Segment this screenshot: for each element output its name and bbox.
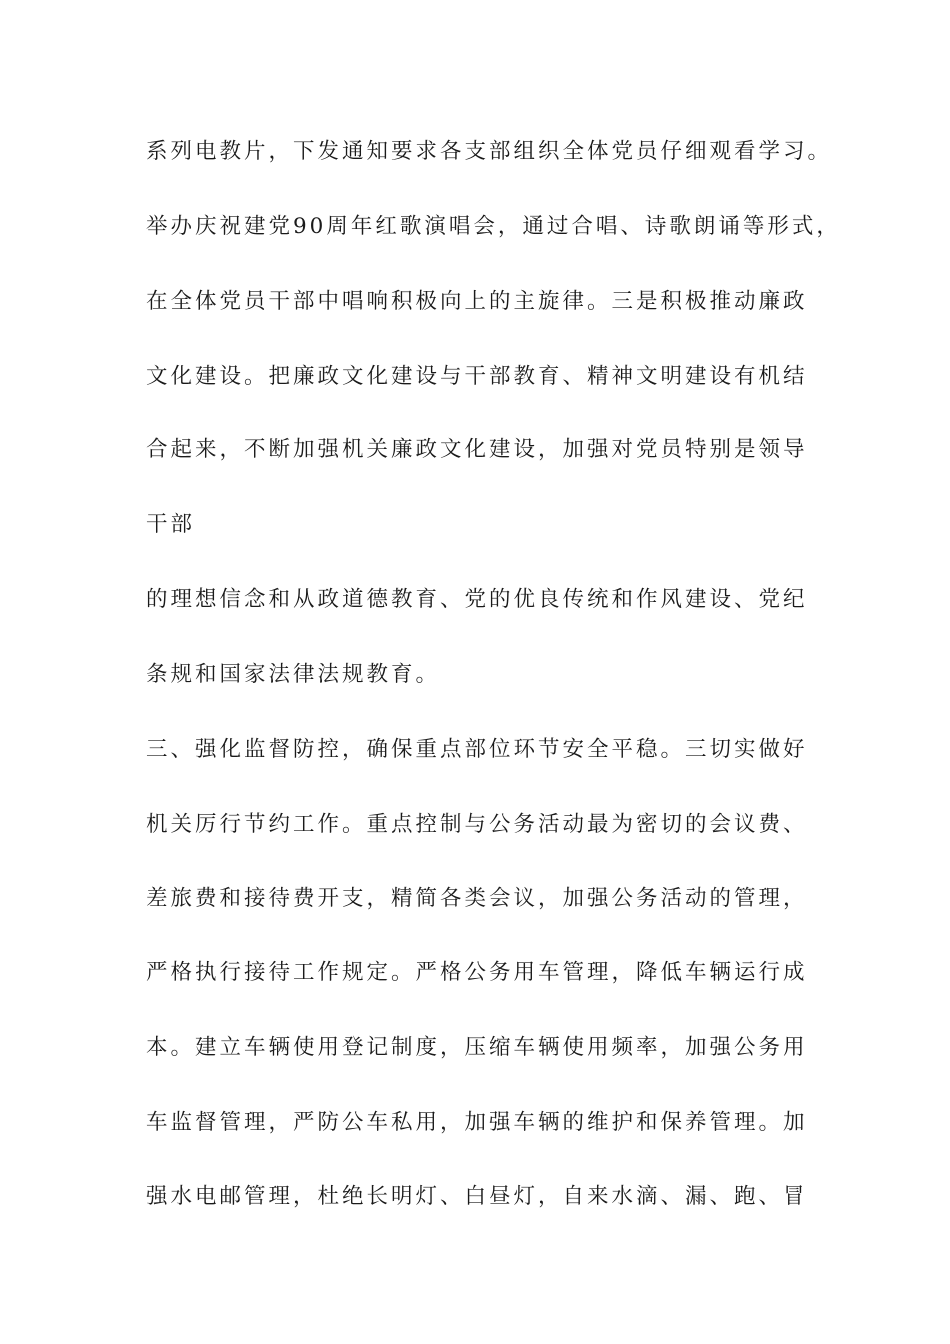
section-heading-line: 三、强化监督防控，确保重点部位环节安全平稳。三切实做好 xyxy=(146,737,808,762)
text-line: 在全体党员干部中唱响积极向上的主旋律。三是积极推动廉政 xyxy=(146,289,808,314)
text-line: 合起来，不断加强机关廉政文化建设，加强对党员特别是领导 xyxy=(146,437,808,462)
text-line: 举办庆祝建党90周年红歌演唱会，通过合唱、诗歌朗诵等形式， xyxy=(146,214,841,239)
text-line: 差旅费和接待费开支，精简各类会议，加强公务活动的管理， xyxy=(146,886,808,911)
text-line: 机关厉行节约工作。重点控制与公务活动最为密切的会议费、 xyxy=(146,812,808,837)
text-line: 文化建设。把廉政文化建设与干部教育、精神文明建设有机结 xyxy=(146,364,808,389)
text-line: 系列电教片，下发通知要求各支部组织全体党员仔细观看学习。 xyxy=(146,139,833,164)
text-line: 条规和国家法律法规教育。 xyxy=(146,662,441,687)
text-line: 的理想信念和从政道德教育、党的优良传统和作风建设、党纪 xyxy=(146,587,808,612)
text-line: 车监督管理，严防公车私用，加强车辆的维护和保养管理。加 xyxy=(146,1110,808,1135)
text-line: 严格执行接待工作规定。严格公务用车管理，降低车辆运行成 xyxy=(146,960,808,985)
text-line: 强水电邮管理，杜绝长明灯、白昼灯，自来水滴、漏、跑、冒 xyxy=(146,1184,808,1209)
text-line: 本。建立车辆使用登记制度，压缩车辆使用频率，加强公务用 xyxy=(146,1035,808,1060)
text-line: 干部 xyxy=(146,512,196,537)
